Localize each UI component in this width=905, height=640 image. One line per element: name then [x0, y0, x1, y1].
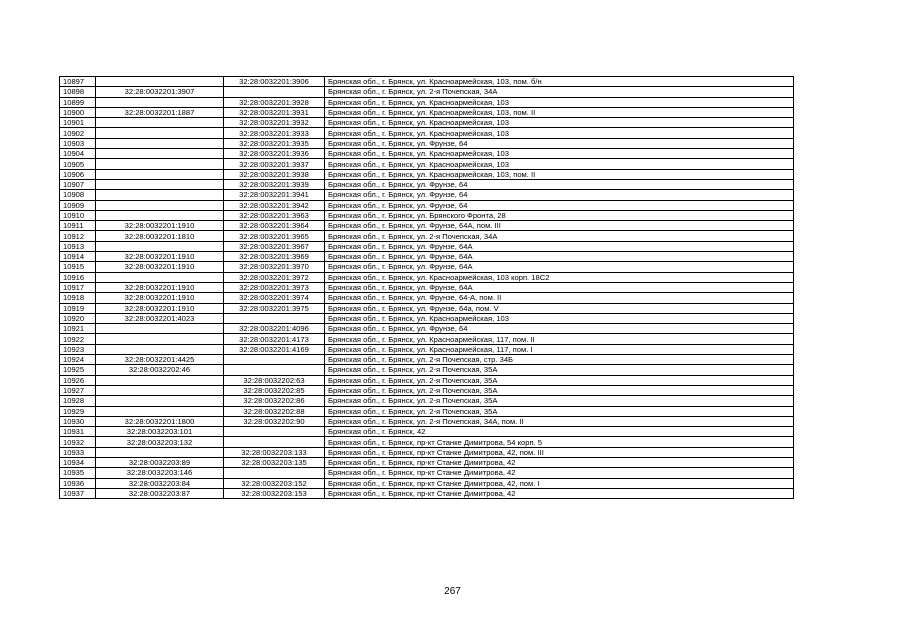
address-cell: Брянская обл., г. Брянск, ул. Фрунзе, 64 — [325, 324, 794, 334]
building-cadastral-number-cell: 32:28:0032202:88 — [224, 406, 325, 416]
table-row — [60, 488, 794, 498]
row-number-cell: 10936 — [60, 478, 96, 488]
row-number-cell: 10898 — [60, 87, 96, 97]
row-number-cell: 10910 — [60, 210, 96, 220]
land-cadastral-number-cell: 32:28:0032203:146 — [96, 468, 224, 478]
building-cadastral-number-cell: 32:28:0032201:4096 — [224, 324, 325, 334]
building-cadastral-number-cell — [224, 468, 325, 478]
table-row — [60, 272, 794, 282]
land-cadastral-number-cell — [96, 406, 224, 416]
land-cadastral-number-cell — [96, 190, 224, 200]
building-cadastral-number-cell: 32:28:0032201:3937 — [224, 159, 325, 169]
address-cell: Брянская обл., г. Брянск, ул. Красноармейская, 103 — [325, 159, 794, 169]
land-cadastral-number-cell: 32:28:0032201:1810 — [96, 231, 224, 241]
row-number-cell: 10909 — [60, 200, 96, 210]
row-number-cell: 10905 — [60, 159, 96, 169]
row-number-cell: 10903 — [60, 138, 96, 148]
row-number-cell: 10931 — [60, 427, 96, 437]
building-cadastral-number-cell: 32:28:0032202:86 — [224, 396, 325, 406]
row-number-cell: 10927 — [60, 385, 96, 395]
address-cell: Брянская обл., г. Брянск, ул. Красноармейская, 103, пом. II — [325, 169, 794, 179]
address-cell: Брянская обл., г. Брянск, ул. Фрунзе, 64А — [325, 262, 794, 272]
row-number-cell: 10924 — [60, 355, 96, 365]
building-cadastral-number-cell: 32:28:0032201:3932 — [224, 118, 325, 128]
building-cadastral-number-cell: 32:28:0032203:135 — [224, 457, 325, 467]
land-cadastral-number-cell: 32:28:0032203:89 — [96, 457, 224, 467]
table-row — [60, 190, 794, 200]
address-cell: Брянская обл., г. Брянск, ул. Красноармейская, 103 — [325, 118, 794, 128]
land-cadastral-number-cell: 32:28:0032203:84 — [96, 478, 224, 488]
table-row — [60, 478, 794, 488]
address-cell: Брянская обл., г. Брянск, ул. Фрунзе, 64 — [325, 200, 794, 210]
building-cadastral-number-cell — [224, 87, 325, 97]
table-row — [60, 324, 794, 334]
land-cadastral-number-cell — [96, 179, 224, 189]
address-cell: Брянская обл., г. Брянск, ул. Красноармейская, 103 — [325, 97, 794, 107]
address-cell: Брянская обл., г. Брянск, ул. Фрунзе, 64 — [325, 190, 794, 200]
land-cadastral-number-cell — [96, 118, 224, 128]
table-row — [60, 118, 794, 128]
land-cadastral-number-cell — [96, 159, 224, 169]
building-cadastral-number-cell: 32:28:0032201:3935 — [224, 138, 325, 148]
building-cadastral-number-cell: 32:28:0032201:3928 — [224, 97, 325, 107]
address-cell: Брянская обл., г. Брянск, ул. 2-я Почепская, 35А — [325, 406, 794, 416]
table-row — [60, 221, 794, 231]
land-cadastral-number-cell — [96, 77, 224, 87]
building-cadastral-number-cell: 32:28:0032201:3969 — [224, 252, 325, 262]
table-row — [60, 169, 794, 179]
address-cell: Брянская обл., г. Брянск, ул. Фрунзе, 64А — [325, 282, 794, 292]
row-number-cell: 10906 — [60, 169, 96, 179]
building-cadastral-number-cell: 32:28:0032201:3963 — [224, 210, 325, 220]
address-cell: Брянская обл., г. Брянск, ул. Красноармейская, 117, пом. II — [325, 334, 794, 344]
row-number-cell: 10919 — [60, 303, 96, 313]
building-cadastral-number-cell: 32:28:0032201:3972 — [224, 272, 325, 282]
address-cell: Брянская обл., г. Брянск, ул. Фрунзе, 64А, пом. III — [325, 221, 794, 231]
building-cadastral-number-cell: 32:28:0032201:3970 — [224, 262, 325, 272]
row-number-cell: 10937 — [60, 488, 96, 498]
land-cadastral-number-cell — [96, 334, 224, 344]
address-cell: Брянская обл., г. Брянск, ул. Красноармейская, 103 — [325, 128, 794, 138]
row-number-cell: 10900 — [60, 107, 96, 117]
row-number-cell: 10899 — [60, 97, 96, 107]
land-cadastral-number-cell: 32:28:0032201:1910 — [96, 262, 224, 272]
address-cell: Брянская обл., г. Брянск, ул. 2-я Почепская, 34А — [325, 231, 794, 241]
row-number-cell: 10930 — [60, 416, 96, 426]
building-cadastral-number-cell — [224, 427, 325, 437]
row-number-cell: 10908 — [60, 190, 96, 200]
row-number-cell: 10925 — [60, 365, 96, 375]
address-cell: Брянская обл., г. Брянск, пр-кт Станке Димитрова, 42, пом. III — [325, 447, 794, 457]
address-cell: Брянская обл., г. Брянск, ул. 2-я Почепская, 35А — [325, 375, 794, 385]
land-cadastral-number-cell — [96, 169, 224, 179]
registry-table — [59, 76, 794, 499]
land-cadastral-number-cell: 32:28:0032201:1910 — [96, 282, 224, 292]
land-cadastral-number-cell: 32:28:0032201:1887 — [96, 107, 224, 117]
table-row — [60, 447, 794, 457]
table-row — [60, 375, 794, 385]
table-row — [60, 128, 794, 138]
row-number-cell: 10923 — [60, 344, 96, 354]
table-row — [60, 179, 794, 189]
table-row — [60, 210, 794, 220]
row-number-cell: 10911 — [60, 221, 96, 231]
table-row — [60, 457, 794, 467]
building-cadastral-number-cell — [224, 365, 325, 375]
address-cell: Брянская обл., г. Брянск, пр-кт Станке Димитрова, 42 — [325, 468, 794, 478]
table-row — [60, 97, 794, 107]
land-cadastral-number-cell — [96, 375, 224, 385]
row-number-cell: 10935 — [60, 468, 96, 478]
land-cadastral-number-cell — [96, 396, 224, 406]
building-cadastral-number-cell: 32:28:0032201:3933 — [224, 128, 325, 138]
row-number-cell: 10934 — [60, 457, 96, 467]
building-cadastral-number-cell: 32:28:0032203:153 — [224, 488, 325, 498]
building-cadastral-number-cell — [224, 355, 325, 365]
land-cadastral-number-cell: 32:28:0032201:1910 — [96, 221, 224, 231]
land-cadastral-number-cell — [96, 200, 224, 210]
land-cadastral-number-cell — [96, 344, 224, 354]
row-number-cell: 10933 — [60, 447, 96, 457]
land-cadastral-number-cell: 32:28:0032201:3907 — [96, 87, 224, 97]
land-cadastral-number-cell — [96, 128, 224, 138]
building-cadastral-number-cell: 32:28:0032201:3939 — [224, 179, 325, 189]
row-number-cell: 10921 — [60, 324, 96, 334]
table-row — [60, 149, 794, 159]
building-cadastral-number-cell: 32:28:0032201:3906 — [224, 77, 325, 87]
building-cadastral-number-cell: 32:28:0032203:152 — [224, 478, 325, 488]
table-row — [60, 416, 794, 426]
building-cadastral-number-cell: 32:28:0032201:4169 — [224, 344, 325, 354]
land-cadastral-number-cell — [96, 138, 224, 148]
address-cell: Брянская обл., г. Брянск, ул. 2-я Почепская, 34А — [325, 87, 794, 97]
building-cadastral-number-cell — [224, 437, 325, 447]
row-number-cell: 10907 — [60, 179, 96, 189]
building-cadastral-number-cell: 32:28:0032201:3975 — [224, 303, 325, 313]
land-cadastral-number-cell: 32:28:0032203:101 — [96, 427, 224, 437]
land-cadastral-number-cell — [96, 272, 224, 282]
building-cadastral-number-cell: 32:28:0032201:3967 — [224, 241, 325, 251]
land-cadastral-number-cell: 32:28:0032201:1910 — [96, 293, 224, 303]
address-cell: Брянская обл., г. Брянск, ул. 2-я Почепская, 34А, пом. II — [325, 416, 794, 426]
registry-table-body — [60, 77, 794, 499]
land-cadastral-number-cell: 32:28:0032201:4023 — [96, 313, 224, 323]
table-row — [60, 282, 794, 292]
building-cadastral-number-cell: 32:28:0032201:3938 — [224, 169, 325, 179]
table-row — [60, 77, 794, 87]
address-cell: Брянская обл., г. Брянск, ул. Брянского Фронта, 28 — [325, 210, 794, 220]
address-cell: Брянская обл., г. Брянск, пр-кт Станке Димитрова, 54 корп. 5 — [325, 437, 794, 447]
building-cadastral-number-cell: 32:28:0032202:63 — [224, 375, 325, 385]
address-cell: Брянская обл., г. Брянск, ул. Красноармейская, 103 корп. 18С2 — [325, 272, 794, 282]
row-number-cell: 10916 — [60, 272, 96, 282]
row-number-cell: 10914 — [60, 252, 96, 262]
address-cell: Брянская обл., г. Брянск, ул. Фрунзе, 64 — [325, 138, 794, 148]
building-cadastral-number-cell: 32:28:0032202:90 — [224, 416, 325, 426]
building-cadastral-number-cell: 32:28:0032201:3964 — [224, 221, 325, 231]
address-cell: Брянская обл., г. Брянск, ул. Фрунзе, 64-А, пом. II — [325, 293, 794, 303]
row-number-cell: 10912 — [60, 231, 96, 241]
land-cadastral-number-cell — [96, 149, 224, 159]
address-cell: Брянская обл., г. Брянск, пр-кт Станке Димитрова, 42, пом. I — [325, 478, 794, 488]
table-row — [60, 365, 794, 375]
table-row — [60, 293, 794, 303]
row-number-cell: 10926 — [60, 375, 96, 385]
building-cadastral-number-cell: 32:28:0032201:3936 — [224, 149, 325, 159]
land-cadastral-number-cell — [96, 210, 224, 220]
address-cell: Брянская обл., г. Брянск, ул. Фрунзе, 64А — [325, 241, 794, 251]
building-cadastral-number-cell: 32:28:0032201:3942 — [224, 200, 325, 210]
table-row — [60, 427, 794, 437]
table-row — [60, 385, 794, 395]
table-row — [60, 355, 794, 365]
row-number-cell: 10902 — [60, 128, 96, 138]
land-cadastral-number-cell: 32:28:0032201:1800 — [96, 416, 224, 426]
table-row — [60, 241, 794, 251]
building-cadastral-number-cell: 32:28:0032201:3941 — [224, 190, 325, 200]
row-number-cell: 10932 — [60, 437, 96, 447]
table-row — [60, 138, 794, 148]
row-number-cell: 10915 — [60, 262, 96, 272]
address-cell: Брянская обл., г. Брянск, ул. 2-я Почепская, стр. 34Б — [325, 355, 794, 365]
land-cadastral-number-cell: 32:28:0032201:1910 — [96, 303, 224, 313]
land-cadastral-number-cell: 32:28:0032203:87 — [96, 488, 224, 498]
building-cadastral-number-cell: 32:28:0032203:133 — [224, 447, 325, 457]
row-number-cell: 10928 — [60, 396, 96, 406]
table-row — [60, 262, 794, 272]
row-number-cell: 10929 — [60, 406, 96, 416]
table-row — [60, 252, 794, 262]
land-cadastral-number-cell — [96, 241, 224, 251]
row-number-cell: 10922 — [60, 334, 96, 344]
row-number-cell: 10917 — [60, 282, 96, 292]
row-number-cell: 10901 — [60, 118, 96, 128]
table-row — [60, 406, 794, 416]
address-cell: Брянская обл., г. Брянск, ул. Красноармейская, 117, пом. I — [325, 344, 794, 354]
row-number-cell: 10904 — [60, 149, 96, 159]
land-cadastral-number-cell — [96, 324, 224, 334]
table-row — [60, 468, 794, 478]
land-cadastral-number-cell — [96, 97, 224, 107]
table-row — [60, 396, 794, 406]
table-row — [60, 87, 794, 97]
table-row — [60, 107, 794, 117]
land-cadastral-number-cell: 32:28:0032202:46 — [96, 365, 224, 375]
address-cell: Брянская обл., г. Брянск, пр-кт Станке Димитрова, 42 — [325, 488, 794, 498]
land-cadastral-number-cell: 32:28:0032203:132 — [96, 437, 224, 447]
address-cell: Брянская обл., г. Брянск, ул. 2-я Почепская, 35А — [325, 385, 794, 395]
address-cell: Брянская обл., г. Брянск, ул. Красноармейская, 103 — [325, 149, 794, 159]
table-row — [60, 159, 794, 169]
table-row — [60, 334, 794, 344]
address-cell: Брянская обл., г. Брянск, ул. Фрунзе, 64А — [325, 252, 794, 262]
table-row — [60, 231, 794, 241]
address-cell: Брянская обл., г. Брянск, ул. Красноармейская, 103, пом. II — [325, 107, 794, 117]
address-cell: Брянская обл., г. Брянск, пр-кт Станке Димитрова, 42 — [325, 457, 794, 467]
address-cell: Брянская обл., г. Брянск, ул. 2-я Почепская, 35А — [325, 365, 794, 375]
building-cadastral-number-cell: 32:28:0032201:4173 — [224, 334, 325, 344]
land-cadastral-number-cell: 32:28:0032201:1910 — [96, 252, 224, 262]
building-cadastral-number-cell: 32:28:0032201:3965 — [224, 231, 325, 241]
table-row — [60, 303, 794, 313]
land-cadastral-number-cell — [96, 447, 224, 457]
building-cadastral-number-cell: 32:28:0032202:85 — [224, 385, 325, 395]
building-cadastral-number-cell: 32:28:0032201:3931 — [224, 107, 325, 117]
row-number-cell: 10897 — [60, 77, 96, 87]
building-cadastral-number-cell: 32:28:0032201:3974 — [224, 293, 325, 303]
address-cell: Брянская обл., г. Брянск, ул. Фрунзе, 64 — [325, 179, 794, 189]
table-row — [60, 437, 794, 447]
building-cadastral-number-cell — [224, 313, 325, 323]
table-row — [60, 200, 794, 210]
address-cell: Брянская обл., г. Брянск, ул. 2-я Почепская, 35А — [325, 396, 794, 406]
table-row — [60, 344, 794, 354]
land-cadastral-number-cell — [96, 385, 224, 395]
building-cadastral-number-cell: 32:28:0032201:3973 — [224, 282, 325, 292]
land-cadastral-number-cell: 32:28:0032201:4425 — [96, 355, 224, 365]
address-cell: Брянская обл., г. Брянск, ул. Фрунзе, 64а, пом. V — [325, 303, 794, 313]
row-number-cell: 10913 — [60, 241, 96, 251]
address-cell: Брянская обл., г. Брянск, 42 — [325, 427, 794, 437]
row-number-cell: 10918 — [60, 293, 96, 303]
page-number: 267 — [444, 586, 461, 597]
table-row — [60, 313, 794, 323]
address-cell: Брянская обл., г. Брянск, ул. Красноармейская, 103, пом. б/н — [325, 77, 794, 87]
address-cell: Брянская обл., г. Брянск, ул. Красноармейская, 103 — [325, 313, 794, 323]
row-number-cell: 10920 — [60, 313, 96, 323]
